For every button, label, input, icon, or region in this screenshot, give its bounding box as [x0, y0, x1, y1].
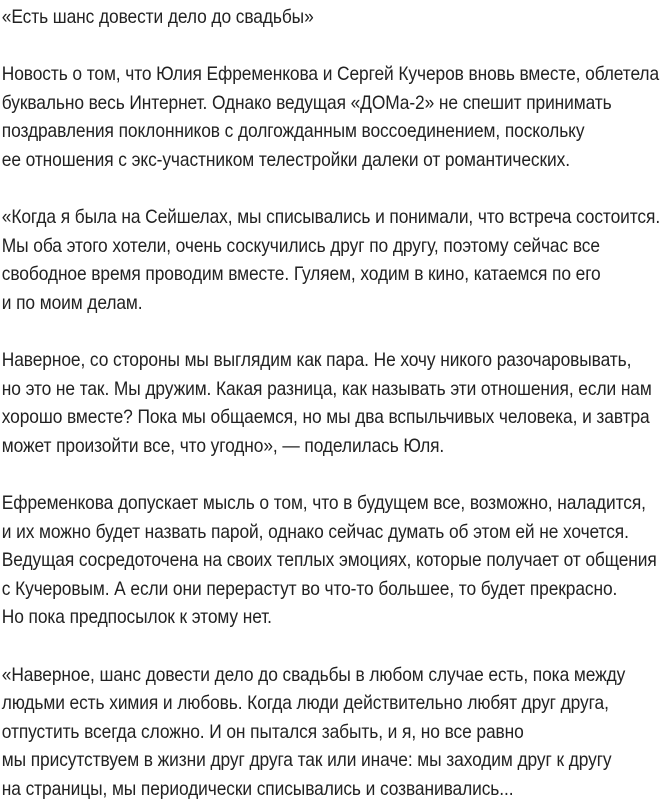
- paragraph-analysis: [1, 489, 657, 632]
- heading-text: «Есть шанс довести дело до свадьбы»: [1, 6, 314, 28]
- text-line: на страницы, мы периодически списывались и созванивались...: [1, 778, 514, 801]
- text-line: Но пока предпосылок к этому нет.: [1, 606, 272, 629]
- text-line: Ефременкова допускает мысль о том, что в будущем все, возможно, наладится,: [1, 492, 646, 515]
- text-line: ее отношения с экс-участником телестройки далеки от романтических.: [1, 148, 570, 171]
- text-line: Ведущая сосредоточена на своих теплых эмоциях, которые получает от общения: [1, 549, 657, 572]
- text-line: Наверное, со стороны мы выглядим как пара. Не хочу никого разочаровывать,: [1, 349, 632, 372]
- article-heading: [2, 3, 641, 32]
- paragraph-quote-2: [1, 346, 652, 460]
- article: [0, 3, 661, 804]
- text-line: Новость о том, что Юлия Ефременкова и Сергей Кучеров вновь вместе, облетела: [1, 63, 660, 86]
- text-line: Мы оба этого хотели, очень соскучились друг по другу, поэтому сейчас все: [1, 234, 600, 257]
- text-line: с Кучеровым. А если они перерастут во что-то большее, то будет прекрасно.: [1, 577, 618, 600]
- paragraph-quote-1: [1, 203, 661, 317]
- text-line: и по моим делам.: [1, 291, 143, 314]
- text-line: людьми есть химия и любовь. Когда люди действительно любят друг друга,: [1, 692, 609, 715]
- text-line: поздравления поклонников с долгожданным воссоединением, поскольку: [1, 120, 585, 143]
- text-line: но это не так. Мы дружим. Какая разница, как называть эти отношения, если нам: [1, 377, 652, 400]
- text-line: свободное время проводим вместе. Гуляем, ходим в кино, катаемся по его: [1, 263, 601, 286]
- text-line: хорошо вместе? Пока мы общаемся, но мы два вспыльчивых человека, и завтра: [1, 406, 650, 429]
- paragraph-quote-3: [2, 661, 641, 804]
- text-line: мы присутствуем в жизни друг друга так или иначе: мы заходим друг к другу: [1, 749, 612, 772]
- paragraph-intro: [1, 60, 660, 174]
- text-line: «Когда я была на Сейшелах, мы списывались и понимали, что встреча состоится.: [1, 206, 661, 229]
- text-line: «Наверное, шанс довести дело до свадьбы в любом случае есть, пока между: [1, 663, 626, 686]
- text-line: и их можно будет назвать парой, однако сейчас думать об этом ей не хочется.: [1, 520, 629, 543]
- text-line: отпустить всегда сложно. И он пытался забыть, и я, но все равно: [1, 720, 524, 743]
- text-line: может произойти все, что угодно», — поделилась Юля.: [1, 434, 445, 457]
- text-line: буквально весь Интернет. Однако ведущая «ДОМа-2» не спешит принимать: [1, 91, 612, 114]
